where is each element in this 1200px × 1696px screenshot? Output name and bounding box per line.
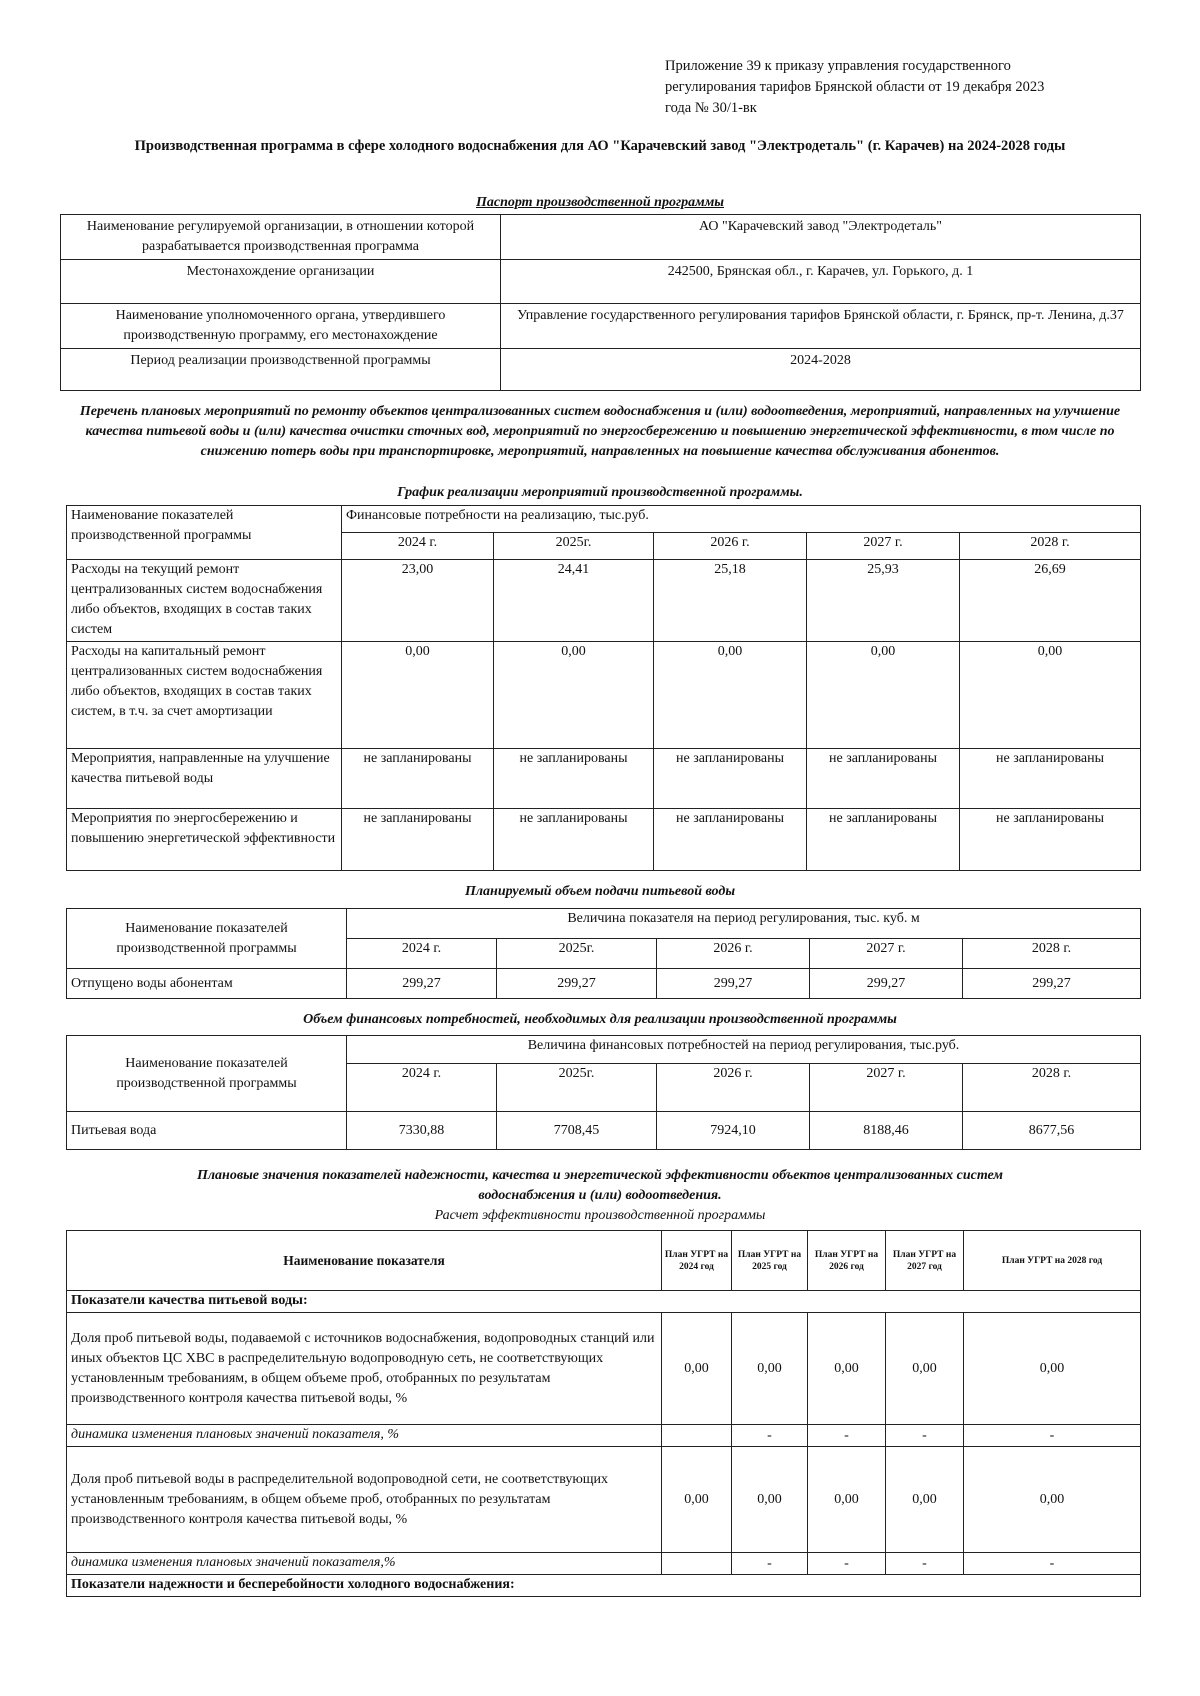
- cell-value: 299,27: [497, 969, 657, 999]
- schedule-table: [66, 505, 1141, 871]
- cell-value: 25,18: [654, 560, 807, 642]
- finance-year-header: 2024 г.: [347, 1064, 497, 1112]
- cell-value: 26,69: [960, 560, 1141, 642]
- volume-group-header: Величина показателя на период регулирования, тыс. куб. м: [347, 909, 1141, 939]
- passport-row: [61, 215, 1141, 260]
- indicators-caption-2: водоснабжения и (или) водоотведения.: [478, 1188, 722, 1203]
- cell-value: 25,93: [807, 560, 960, 642]
- cell-value: -: [886, 1553, 964, 1575]
- cell-value: не запланированы: [494, 749, 654, 809]
- volume-year-header: 2024 г.: [347, 939, 497, 969]
- measures-caption: Перечень плановых мероприятий по ремонту объектов централизованных систем водоснабжения и (или) водоотведения, мероприятий, направленных на улучшение качества питьевой воды и (или) качества очистки сточных вод, мероприятий по энергосбережению и повышению энергетической эффективности, в том числе по снижению потерь воды при транспортировке, мероприятий, направленных на повышение качества обслуживания абонентов.: [79, 404, 1121, 459]
- table-row: [67, 560, 1141, 642]
- appendix-line-3: года № 30/1-вк: [665, 100, 757, 116]
- row-label: Отпущено воды абонентам: [67, 969, 347, 999]
- passport-value: 2024-2028: [501, 349, 1141, 391]
- cell-value: 299,27: [963, 969, 1141, 999]
- cell-value: 0,00: [662, 1313, 732, 1425]
- cell-value: не запланированы: [960, 749, 1141, 809]
- cell-value: 0,00: [808, 1313, 886, 1425]
- passport-row: [61, 349, 1141, 391]
- table-row: [67, 1425, 1141, 1447]
- finance-table: [66, 1035, 1141, 1150]
- volume-year-header: 2025г.: [497, 939, 657, 969]
- cell-value: -: [732, 1553, 808, 1575]
- table-row: [67, 809, 1141, 871]
- cell-value: 0,00: [960, 642, 1141, 749]
- performance-caption: Расчет эффективности производственной программы: [434, 1208, 766, 1223]
- cell-value: 299,27: [810, 969, 963, 999]
- document-title: Производственная программа в сфере холодного водоснабжения для АО "Карачевский завод "Электродеталь" (г. Карачев) на 2024-2028 годы: [134, 138, 1066, 154]
- passport-label: Наименование регулируемой организации, в отношении которой разрабатывается производственная программа: [61, 215, 501, 260]
- finance-year-header: 2025г.: [497, 1064, 657, 1112]
- volume-caption: Планируемый объем подачи питьевой воды: [464, 884, 736, 899]
- plan-header: План УГРТ на 2026 год: [808, 1231, 886, 1291]
- schedule-year-header: 2027 г.: [807, 533, 960, 560]
- cell-value: 0,00: [494, 642, 654, 749]
- passport-value: 242500, Брянская обл., г. Карачев, ул. Горького, д. 1: [501, 260, 1141, 304]
- table-row: [67, 1112, 1141, 1150]
- volume-year-header: 2026 г.: [657, 939, 810, 969]
- plan-header: План УГРТ на 2025 год: [732, 1231, 808, 1291]
- plan-header: План УГРТ на 2028 год: [964, 1231, 1141, 1291]
- dynamics-label: динамика изменения плановых значений показателя, %: [67, 1425, 662, 1447]
- cell-value: не запланированы: [807, 749, 960, 809]
- passport-label: Местонахождение организации: [61, 260, 501, 304]
- indicator-name-header: Наименование показателя: [67, 1231, 662, 1291]
- cell-value: [662, 1553, 732, 1575]
- passport-caption: Паспорт производственной программы: [475, 195, 725, 210]
- cell-value: 0,00: [732, 1313, 808, 1425]
- appendix-line-1: Приложение 39 к приказу управления государственного: [665, 58, 1011, 74]
- table-row: [67, 1553, 1141, 1575]
- passport-row: [61, 260, 1141, 304]
- table-row: [67, 1447, 1141, 1553]
- row-label: Питьевая вода: [67, 1112, 347, 1150]
- passport-value: Управление государственного регулирования тарифов Брянской области, г. Брянск, пр-т. Ленина, д.37: [501, 304, 1141, 349]
- cell-value: 7708,45: [497, 1112, 657, 1150]
- table-row: [67, 749, 1141, 809]
- row-label: Доля проб питьевой воды в распределительной водопроводной сети, не соответствующих установленным требованиям, в общем объеме проб, отобранных по результатам производственного контроля качества питьевой воды, %: [67, 1447, 662, 1553]
- schedule-year-header: 2026 г.: [654, 533, 807, 560]
- finance-year-header: 2027 г.: [810, 1064, 963, 1112]
- volume-year-header: 2028 г.: [963, 939, 1141, 969]
- cell-value: -: [732, 1425, 808, 1447]
- cell-value: -: [886, 1425, 964, 1447]
- table-row: [67, 642, 1141, 749]
- cell-value: 0,00: [807, 642, 960, 749]
- cell-value: не запланированы: [494, 809, 654, 871]
- plan-header: План УГРТ на 2027 год: [886, 1231, 964, 1291]
- passport-row: [61, 304, 1141, 349]
- section-reliability: Показатели надежности и бесперебойности холодного водоснабжения:: [67, 1575, 1141, 1597]
- cell-value: 0,00: [732, 1447, 808, 1553]
- cell-value: 24,41: [494, 560, 654, 642]
- cell-value: 7330,88: [347, 1112, 497, 1150]
- performance-table: [66, 1230, 1141, 1597]
- finance-year-header: 2026 г.: [657, 1064, 810, 1112]
- cell-value: не запланированы: [654, 749, 807, 809]
- row-label: Мероприятия по энергосбережению и повышению энергетической эффективности: [67, 809, 342, 871]
- cell-value: не запланированы: [342, 749, 494, 809]
- cell-value: не запланированы: [807, 809, 960, 871]
- volume-name-header: Наименование показателей производственной программы: [67, 909, 347, 969]
- finance-caption: Объем финансовых потребностей, необходимых для реализации производственной программы: [303, 1012, 897, 1027]
- row-label: Расходы на капитальный ремонт централизованных систем водоснабжения либо объектов, входящих в состав таких систем, в т.ч. за счет амортизации: [67, 642, 342, 749]
- cell-value: не запланированы: [342, 809, 494, 871]
- appendix-note: [665, 56, 1135, 119]
- volume-year-header: 2027 г.: [810, 939, 963, 969]
- table-row: [67, 969, 1141, 999]
- cell-value: 0,00: [886, 1313, 964, 1425]
- schedule-year-header: 2025г.: [494, 533, 654, 560]
- cell-value: 0,00: [964, 1313, 1141, 1425]
- row-label: Доля проб питьевой воды, подаваемой с источников водоснабжения, водопроводных станций или иных объектов ЦС ХВС в распределительную водопроводную сеть, не соответствующих установленным требованиям, в общем объеме проб, отобранных по результатам производственного контроля качества питьевой воды, %: [67, 1313, 662, 1425]
- volume-table: [66, 908, 1141, 999]
- cell-value: -: [964, 1553, 1141, 1575]
- passport-table: [60, 214, 1141, 391]
- plan-header: План УГРТ на 2024 год: [662, 1231, 732, 1291]
- cell-value: 8677,56: [963, 1112, 1141, 1150]
- cell-value: 23,00: [342, 560, 494, 642]
- schedule-year-header: 2028 г.: [960, 533, 1141, 560]
- schedule-year-header: 2024 г.: [342, 533, 494, 560]
- finance-group-header: Величина финансовых потребностей на период регулирования, тыс.руб.: [347, 1036, 1141, 1064]
- row-label: Мероприятия, направленные на улучшение качества питьевой воды: [67, 749, 342, 809]
- cell-value: -: [808, 1425, 886, 1447]
- cell-value: не запланированы: [654, 809, 807, 871]
- indicators-caption-1: Плановые значения показателей надежности, качества и энергетической эффективности объектов централизованных систем: [196, 1168, 1004, 1183]
- schedule-caption: График реализации мероприятий производственной программы.: [397, 485, 803, 500]
- cell-value: 0,00: [654, 642, 807, 749]
- cell-value: 0,00: [964, 1447, 1141, 1553]
- dynamics-label: динамика изменения плановых значений показателя,%: [67, 1553, 662, 1575]
- passport-value: АО "Карачевский завод "Электродеталь": [501, 215, 1141, 260]
- cell-value: 0,00: [662, 1447, 732, 1553]
- finance-name-header: Наименование показателей производственной программы: [67, 1036, 347, 1112]
- cell-value: 0,00: [886, 1447, 964, 1553]
- cell-value: [662, 1425, 732, 1447]
- passport-label: Период реализации производственной программы: [61, 349, 501, 391]
- finance-year-header: 2028 г.: [963, 1064, 1141, 1112]
- cell-value: -: [808, 1553, 886, 1575]
- section-quality: Показатели качества питьевой воды:: [67, 1291, 1141, 1313]
- cell-value: не запланированы: [960, 809, 1141, 871]
- cell-value: 8188,46: [810, 1112, 963, 1150]
- cell-value: 0,00: [342, 642, 494, 749]
- row-label: Расходы на текущий ремонт централизованных систем водоснабжения либо объектов, входящих в состав таких систем: [67, 560, 342, 642]
- passport-label: Наименование уполномоченного органа, утвердившего производственную программу, его местонахождение: [61, 304, 501, 349]
- cell-value: 0,00: [808, 1447, 886, 1553]
- cell-value: 7924,10: [657, 1112, 810, 1150]
- cell-value: 299,27: [657, 969, 810, 999]
- cell-value: 299,27: [347, 969, 497, 999]
- cell-value: -: [964, 1425, 1141, 1447]
- schedule-name-header: Наименование показателей производственной программы: [67, 506, 342, 560]
- table-row: [67, 1313, 1141, 1425]
- schedule-group-header: Финансовые потребности на реализацию, тыс.руб.: [342, 506, 1141, 533]
- appendix-line-2: регулирования тарифов Брянской области от 19 декабря 2023: [665, 79, 1045, 95]
